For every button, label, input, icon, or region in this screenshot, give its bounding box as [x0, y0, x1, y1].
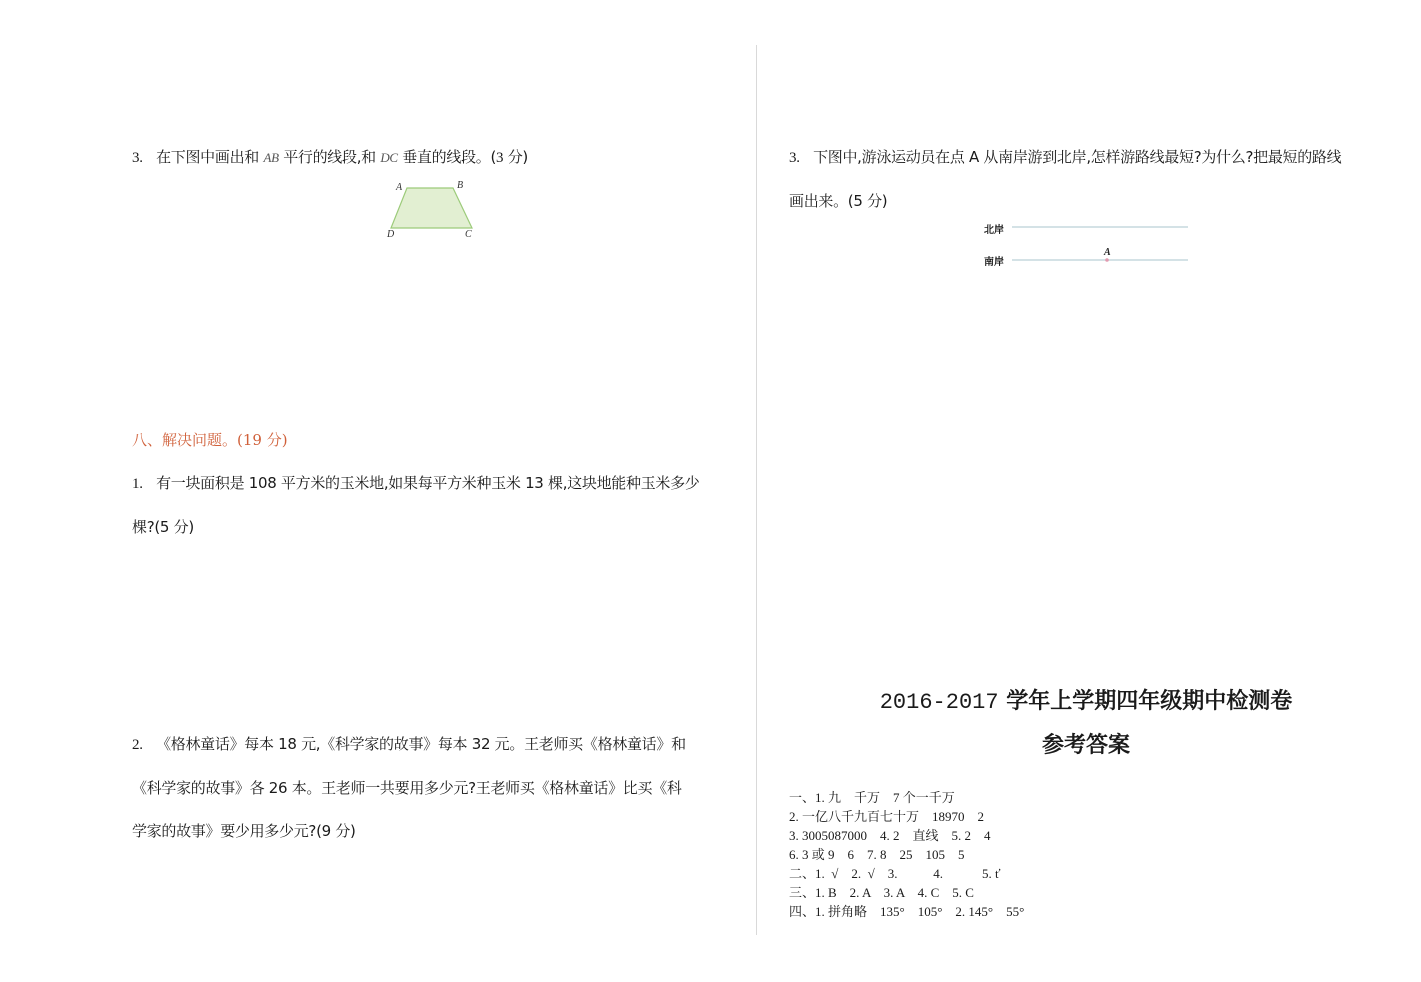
problem-line: 棵?(5 分) — [132, 518, 194, 536]
vertex-label-d: D — [387, 229, 395, 240]
trapezoid-figure — [380, 176, 490, 242]
vertex-label-b: B — [457, 180, 464, 191]
trapezoid-shape — [391, 188, 472, 228]
segment-label-ab: AB — [263, 150, 279, 165]
south-bank-label: 南岸 — [984, 257, 1004, 268]
answer-line: 3. 3005087000 4. 2 直线 5. 2 4 — [789, 828, 991, 843]
segment-label-dc: DC — [380, 150, 398, 165]
problem-line: 有一块面积是 108 平方米的玉米地,如果每平方米种玉米 13 棵,这块地能种玉米多少 — [156, 474, 700, 492]
answer-list — [789, 788, 1024, 921]
problem-1 — [132, 462, 700, 549]
answer-line: 6. 3 或 9 6 7. 8 25 105 5 — [789, 847, 965, 862]
river-banks-figure — [1008, 218, 1193, 268]
vertex-label-c: C — [465, 229, 472, 240]
problem-line: 《格林童话》每本 18 元,《科学家的故事》每本 32 元。王老师买《格林童话》和 — [156, 735, 686, 753]
problem-number: 2. — [132, 737, 143, 753]
point-a-label: A — [1104, 247, 1111, 258]
problem-line: 《科学家的故事》各 26 本。王老师一共要用多少元?王老师买《格林童话》比买《科 — [132, 779, 682, 797]
answer-line: 一、1. 九 千万 7 个一千万 — [789, 790, 955, 805]
question-3-right — [789, 136, 1341, 223]
problem-number: 1. — [132, 476, 143, 492]
answer-key-title-text: 学年上学期四年级期中检测卷 — [1006, 689, 1293, 714]
vertex-label-a: A — [396, 182, 403, 193]
question-text-part: 分) — [503, 148, 528, 166]
answer-line: 2. 一亿八千九百七十万 18970 2 — [789, 809, 985, 824]
score-value: 3 — [496, 150, 504, 166]
answer-line: 四、1. 拼角略 135° 105° 2. 145° 55° — [789, 904, 1025, 919]
page-divider — [756, 45, 757, 935]
question-3-left — [132, 136, 528, 180]
question-text-part: 在下图中画出和 — [156, 148, 264, 166]
question-number: 3. — [789, 150, 800, 166]
problem-2 — [132, 723, 686, 853]
question-text-part: 平行的线段,和 — [278, 148, 381, 166]
answer-key-subtitle: 参考答案 — [1041, 733, 1130, 758]
point-a-marker — [1105, 258, 1109, 262]
answer-key-title — [786, 684, 1386, 715]
answer-key-year: 2016-2017 — [879, 690, 999, 715]
answer-line: 三、1. B 2. A 3. A 4. C 5. C — [789, 885, 974, 900]
question-text-part: 垂直的线段。( — [397, 148, 497, 166]
section-heading-8: 八、解决问题。(19 分) — [132, 431, 288, 449]
question-number: 3. — [132, 150, 143, 166]
question-line: 画出来。(5 分) — [789, 192, 888, 210]
problem-line: 学家的故事》要少用多少元?(9 分) — [132, 822, 356, 840]
north-bank-label: 北岸 — [984, 225, 1004, 236]
answer-line: 二、1. √ 2. √ 3. 4. 5. ť — [789, 866, 1001, 881]
question-line: 下图中,游泳运动员在点 A 从南岸游到北岸,怎样游路线最短?为什么?把最短的路线 — [813, 148, 1342, 166]
